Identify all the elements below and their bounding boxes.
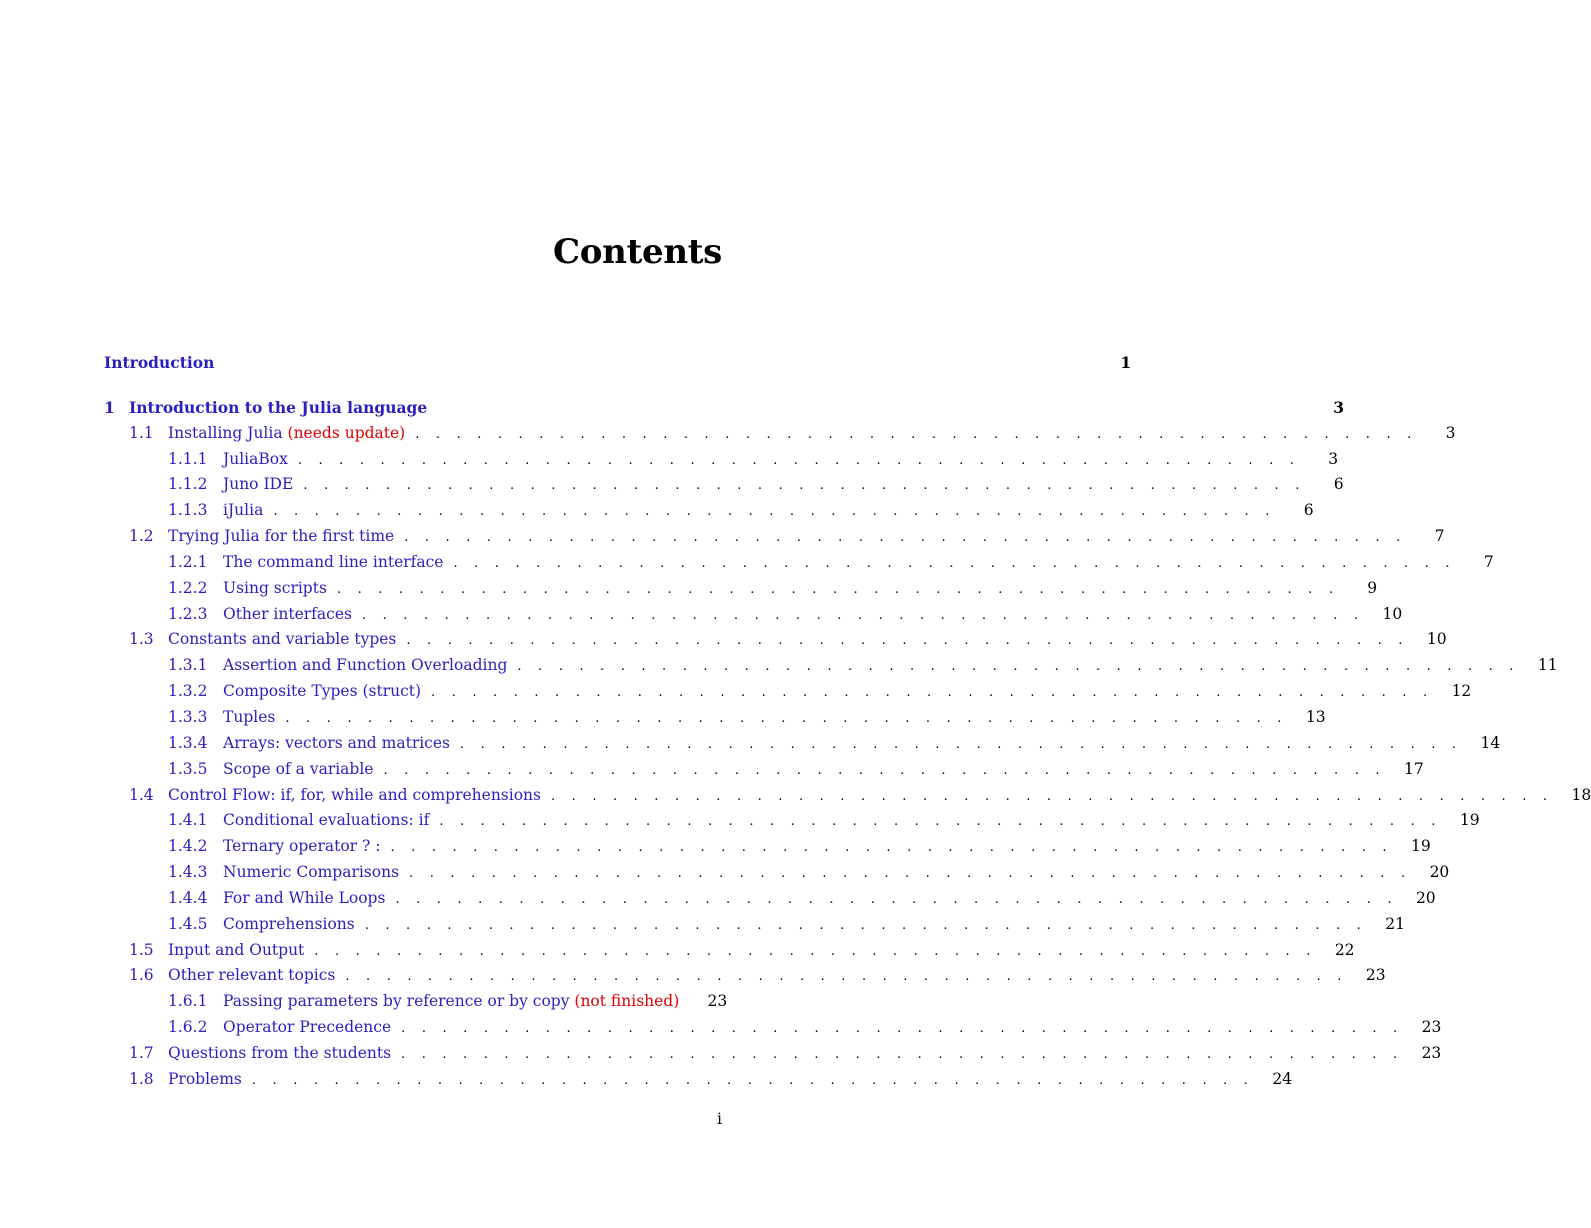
toc-leader: . . . . . . . . . . . . . . . . . . . . . . . . . . . . . . . . . . . . . . . . . . . . . . . . . — [550, 788, 1554, 804]
toc-entry-link[interactable]: Conditional evaluations: if — [223, 811, 430, 830]
toc-entry[interactable] — [104, 860, 1450, 886]
toc-entry-number: 1.3 — [129, 630, 154, 649]
toc-entry[interactable] — [104, 421, 1456, 447]
toc-entry-link[interactable]: Comprehensions — [223, 914, 355, 933]
toc-entry-link[interactable]: Arrays: vectors and matrices — [223, 733, 450, 752]
toc-entry[interactable] — [104, 653, 1558, 679]
toc-entry-link[interactable]: Trying Julia for the first time — [168, 527, 395, 546]
toc-entry-number: 1.4.2 — [168, 837, 208, 856]
toc-page-number: 3 — [1328, 449, 1339, 468]
toc-entry[interactable] — [104, 989, 728, 1015]
toc-entry[interactable] — [104, 757, 1424, 783]
toc-entry-link[interactable]: Operator Precedence — [223, 1018, 392, 1037]
toc-leader: . . . . . . . . . . . . . . . . . . . . . . . . . . . . . . . . . . . . . . . . . . . . . . . . . — [251, 1072, 1255, 1088]
toc-entry-number: 1.4.4 — [168, 888, 208, 907]
toc-page-number: 3 — [1445, 423, 1456, 442]
toc-page-number: 17 — [1404, 759, 1424, 778]
toc-entry-number: 1.2.2 — [168, 578, 208, 597]
toc-entry[interactable] — [104, 705, 1326, 731]
toc-page-number: 10 — [1426, 630, 1447, 649]
toc-page-number: 11 — [1537, 656, 1558, 675]
toc-page-number: 19 — [1410, 837, 1431, 856]
toc-page-number: 6 — [1303, 501, 1314, 520]
toc-entry[interactable] — [104, 602, 1403, 628]
toc-page-number: 7 — [1434, 527, 1445, 546]
toc-entry-number: 1.3.3 — [168, 707, 208, 726]
toc-leader: . . . . . . . . . . . . . . . . . . . . . . . . . . . . . . . . . . . . . . . . . . . . . . . . . — [273, 504, 1276, 520]
toc-entry-note: (not finished) — [574, 992, 680, 1011]
toc-entry-number: 1.3.2 — [168, 682, 208, 701]
toc-entry[interactable] — [104, 498, 1314, 524]
toc-entry-link[interactable]: For and While Loops — [223, 888, 386, 907]
toc-entry-link[interactable]: JuliaBox — [223, 449, 288, 468]
toc-entry[interactable] — [104, 963, 1386, 989]
toc-page-number: 1 — [1120, 353, 1132, 372]
toc-entry-number: 1.3.5 — [168, 759, 208, 778]
toc-entry-link[interactable]: iJulia — [223, 501, 264, 520]
toc-entry[interactable] — [104, 1041, 1442, 1067]
toc-leader: . . . . . . . . . . . . . . . . . . . . . . . . . . . . . . . . . . . . . . . . . . . . . . . . . — [406, 633, 1409, 649]
toc-page-number: 14 — [1480, 733, 1501, 752]
toc-entry[interactable] — [104, 1067, 1293, 1093]
toc-entry-link[interactable]: Questions from the students — [168, 1043, 392, 1062]
toc-entry-link[interactable]: Other interfaces — [223, 604, 352, 623]
toc-page-number: 23 — [1365, 966, 1386, 985]
toc-entry-number: 1.2.3 — [168, 604, 208, 623]
toc-leader: . . . . . . . . . . . . . . . . . . . . . . . . . . . . . . . . . . . . . . . . . . . . . . . . . — [336, 581, 1340, 597]
toc-leader: . . . . . . . . . . . . . . . . . . . . . . . . . . . . . . . . . . . . . . . . . . . . . . . . . — [431, 685, 1434, 701]
toc-leader: . . . . . . . . . . . . . . . . . . . . . . . . . . . . . . . . . . . . . . . . . . . . . . . . . — [297, 452, 1301, 468]
toc-leader: . . . . . . . . . . . . . . . . . . . . . . . . . . . . . . . . . . . . . . . . . . . . . . . . . — [409, 866, 1412, 882]
toc-entry-link[interactable]: The command line interface — [223, 552, 444, 571]
toc-entry[interactable] — [104, 834, 1431, 860]
toc-leader: . . . . . . . . . . . . . . . . . . . . . . . . . . . . . . . . . . . . . . . . . . . . . . . . . — [517, 659, 1520, 675]
toc-entry-link[interactable]: Numeric Comparisons — [223, 863, 400, 882]
toc-page-number: 21 — [1385, 914, 1405, 933]
toc-page-number: 24 — [1272, 1069, 1293, 1088]
toc-entry-number: 1.5 — [129, 940, 154, 959]
toc-entry-link[interactable]: Installing Julia (needs update) — [168, 423, 406, 442]
toc-page-number: 19 — [1459, 811, 1480, 830]
toc-entry-link[interactable]: Passing parameters by reference or by copy (not finished) — [223, 992, 680, 1011]
toc-leader: . . . . . . . . . . . . . . . . . . . . . . . . . . . . . . . . . . . . . . . . . . . . . . . . . — [415, 426, 1418, 442]
toc-entry[interactable] — [104, 524, 1445, 550]
toc-page-number: 20 — [1415, 888, 1436, 907]
toc-page-number: 9 — [1367, 578, 1378, 597]
toc-entry-number: 1 — [104, 397, 115, 417]
toc-leader: . . . . . . . . . . . . . . . . . . . . . . . . . . . . . . . . . . . . . . . . . . . . . . . . . — [460, 736, 1463, 752]
toc-entry[interactable] — [104, 1015, 1442, 1041]
toc-entry-number: 1.4.5 — [168, 914, 208, 933]
toc-entry-link[interactable]: Constants and variable types — [168, 630, 397, 649]
toc-entry-number: 1.6.2 — [168, 1018, 208, 1037]
toc-entry-link[interactable]: Ternary operator ? : — [223, 837, 381, 856]
toc-entry-link[interactable]: Other relevant topics — [168, 966, 336, 985]
toc-entry[interactable] — [104, 938, 1355, 964]
toc-leader: . . . . . . . . . . . . . . . . . . . . . . . . . . . . . . . . . . . . . . . . . . . . . . . . . — [345, 969, 1348, 985]
toc-entry[interactable] — [104, 627, 1447, 653]
toc-leader: . . . . . . . . . . . . . . . . . . . . . . . . . . . . . . . . . . . . . . . . . . . . . . . . . — [285, 710, 1288, 726]
toc-entry-link[interactable]: Introduction — [104, 353, 215, 372]
toc-leader: . . . . . . . . . . . . . . . . . . . . . . . . . . . . . . . . . . . . . . . . . . . . . . . . . — [401, 1046, 1404, 1062]
toc-entry[interactable] — [104, 912, 1405, 938]
toc-entry-number: 1.1 — [129, 423, 154, 442]
toc-page-number: 13 — [1305, 707, 1326, 726]
toc-leader: . . . . . . . . . . . . . . . . . . . . . . . . . . . . . . . . . . . . . . . . . . . . . . . . . — [361, 607, 1365, 623]
toc-leader: . . . . . . . . . . . . . . . . . . . . . . . . . . . . . . . . . . . . . . . . . . . . . . . . . — [401, 1021, 1404, 1037]
toc-entry-number: 1.8 — [129, 1069, 154, 1088]
toc-entry-number: 1.3.1 — [168, 656, 208, 675]
toc-entry-number: 1.3.4 — [168, 733, 208, 752]
page-footer-number: i — [717, 1110, 722, 1128]
toc-entry-number: 1.2 — [129, 527, 154, 546]
toc-leader: . . . . . . . . . . . . . . . . . . . . . . . . . . . . . . . . . . . . . . . . . . . . . . . . . — [439, 814, 1442, 830]
toc-entry-link[interactable]: Scope of a variable — [223, 759, 374, 778]
toc-entry-link[interactable]: Introduction to the Julia language — [129, 397, 428, 417]
toc-page-number: 23 — [1421, 1043, 1442, 1062]
toc-entry-number: 1.4.3 — [168, 863, 208, 882]
toc-entry[interactable] — [104, 447, 1339, 473]
toc-page-number: 23 — [1421, 1018, 1442, 1037]
toc-entry-number: 1.4 — [129, 785, 154, 804]
toc-entry-link[interactable]: Problems — [168, 1069, 242, 1088]
toc-entry-number: 1.1.2 — [168, 475, 208, 494]
toc-entry[interactable] — [104, 808, 1480, 834]
toc-page-number: 3 — [1333, 397, 1345, 417]
toc-entry-link[interactable]: Juno IDE — [223, 475, 294, 494]
toc-leader: . . . . . . . . . . . . . . . . . . . . . . . . . . . . . . . . . . . . . . . . . . . . . . . . . — [404, 530, 1407, 546]
toc-entry[interactable] — [104, 576, 1378, 602]
toc-entry-number: 1.6.1 — [168, 992, 208, 1011]
toc-entry[interactable] — [104, 783, 1591, 809]
toc-leader: . . . . . . . . . . . . . . . . . . . . . . . . . . . . . . . . . . . . . . . . . . . . . . . . . — [314, 943, 1317, 959]
toc-leader: . . . . . . . . . . . . . . . . . . . . . . . . . . . . . . . . . . . . . . . . . . . . . . . . . — [383, 762, 1386, 778]
toc-page-number: 7 — [1483, 552, 1494, 571]
toc-entry-number: 1.6 — [129, 966, 154, 985]
toc-leader: . . . . . . . . . . . . . . . . . . . . . . . . . . . . . . . . . . . . . . . . . . . . . . . . . — [453, 555, 1456, 571]
toc-entry-link[interactable]: Using scripts — [223, 578, 327, 597]
toc-entry-number: 1.4.1 — [168, 811, 208, 830]
toc-entry-note: (needs update) — [287, 423, 406, 442]
toc-entry-number: 1.1.3 — [168, 501, 208, 520]
toc-entry-number: 1.1.1 — [168, 449, 208, 468]
toc-entry-link[interactable]: Tuples — [223, 707, 276, 726]
toc-page-number: 23 — [707, 992, 728, 1011]
toc-entry-link[interactable]: Composite Types (struct) — [223, 682, 422, 701]
toc-page-number: 18 — [1571, 785, 1591, 804]
toc-page-number: 10 — [1382, 604, 1403, 623]
toc-leader: . . . . . . . . . . . . . . . . . . . . . . . . . . . . . . . . . . . . . . . . . . . . . . . . . — [395, 891, 1398, 907]
toc-page-number: 22 — [1334, 940, 1355, 959]
table-of-contents — [104, 350, 1591, 1093]
toc-entry-number: 1.2.1 — [168, 552, 208, 571]
page-title: Contents — [553, 232, 722, 272]
toc-entry[interactable] — [104, 350, 1132, 376]
toc-leader: . . . . . . . . . . . . . . . . . . . . . . . . . . . . . . . . . . . . . . . . . . . . . . . . . — [390, 840, 1393, 856]
toc-entry[interactable] — [104, 472, 1344, 498]
toc-leader: . . . . . . . . . . . . . . . . . . . . . . . . . . . . . . . . . . . . . . . . . . . . . . . . . — [364, 917, 1367, 933]
toc-entry-number: 1.7 — [129, 1043, 154, 1062]
toc-entry[interactable] — [104, 886, 1436, 912]
toc-leader: . . . . . . . . . . . . . . . . . . . . . . . . . . . . . . . . . . . . . . . . . . . . . . . . . — [303, 478, 1306, 494]
toc-entry-link[interactable]: Assertion and Function Overloading — [223, 656, 508, 675]
toc-entry-link[interactable]: Input and Output — [168, 940, 305, 959]
toc-entry[interactable] — [104, 679, 1472, 705]
toc-page-number: 20 — [1429, 863, 1450, 882]
toc-page-number: 12 — [1451, 682, 1472, 701]
toc-entry[interactable] — [104, 395, 1345, 421]
toc-entry[interactable] — [104, 731, 1501, 757]
toc-entry-link[interactable]: Control Flow: if, for, while and comprehensions — [168, 785, 541, 804]
toc-page-number: 6 — [1333, 475, 1344, 494]
toc-entry[interactable] — [104, 550, 1494, 576]
